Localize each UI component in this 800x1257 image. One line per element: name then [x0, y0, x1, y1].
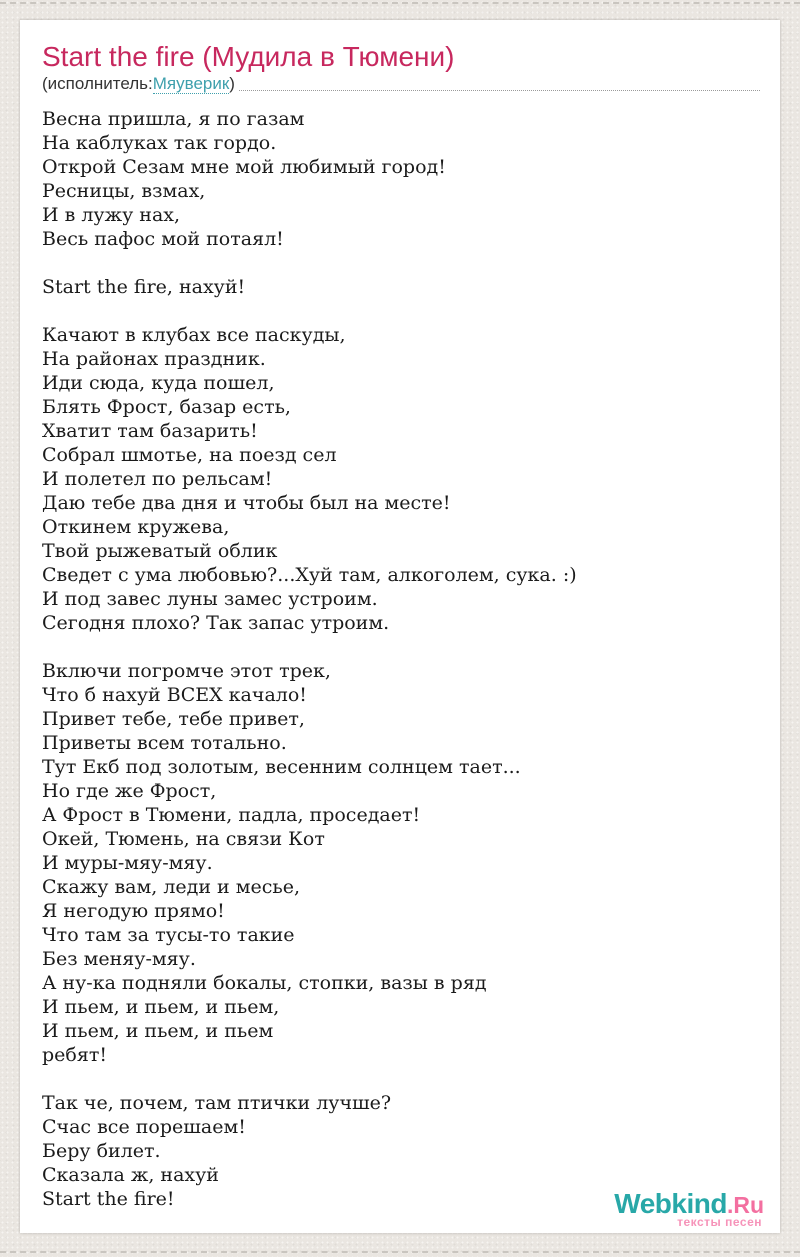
- stanza: [42, 275, 760, 299]
- stanza: [42, 107, 760, 251]
- lyrics-card: [20, 20, 780, 1233]
- lyric-line: А Фрост в Тюмени, падла, проседает!: [42, 804, 421, 826]
- artist-link[interactable]: Мяуверик: [152, 74, 230, 93]
- lyric-line: Но где же Фрост,: [42, 780, 217, 802]
- logo-suffix-text: .Ru: [726, 1192, 764, 1218]
- lyric-line: Я негодую прямо!: [42, 900, 225, 922]
- lyric-line: Привет тебе, тебе привет,: [42, 708, 305, 730]
- lyric-line: Откинем кружева,: [42, 516, 230, 538]
- lyric-line: Даю тебе два дня и чтобы был на месте!: [42, 492, 451, 514]
- lyric-line: Скажу вам, леди и месье,: [42, 876, 301, 898]
- lyric-line: И муры-мяу-мяу.: [42, 852, 213, 874]
- lyric-line: Что б нахуй ВСЕХ качало!: [42, 684, 307, 706]
- lyric-line: Сегодня плохо? Так запас утроим.: [42, 612, 390, 634]
- lyric-line: Start the fire, нахуй!: [42, 276, 246, 298]
- webkind-logo[interactable]: [614, 1190, 764, 1228]
- lyric-line: Весна пришла, я по газам: [42, 108, 305, 130]
- lyric-line: Тут Екб под золотым, весенним солнцем тает...: [42, 756, 521, 778]
- lyric-line: Окей, Тюмень, на связи Кот: [42, 828, 325, 850]
- page-bottom-dashed-border: [0, 1251, 800, 1253]
- lyric-line: ребят!: [42, 1044, 107, 1066]
- page-top-dashed-border: [0, 2, 800, 4]
- lyric-line: Беру билет.: [42, 1140, 161, 1162]
- stanza: [42, 659, 760, 1067]
- lyric-line: Качают в клубах все паскуды,: [42, 324, 346, 346]
- lyric-line: И в лужу нах,: [42, 204, 181, 226]
- lyric-line: Ресницы, взмах,: [42, 180, 206, 202]
- lyric-line: На районах праздник.: [42, 348, 266, 370]
- lyric-line: Открой Сезам мне мой любимый город!: [42, 156, 446, 178]
- lyric-line: А ну-ка подняли бокалы, стопки, вазы в ряд: [42, 972, 487, 994]
- lyric-line: И под завес луны замес устроим.: [42, 588, 378, 610]
- lyrics: [42, 107, 760, 1211]
- dotted-separator: [239, 90, 760, 91]
- lyric-line: Приветы всем тотально.: [42, 732, 287, 754]
- lyric-line: И пьем, и пьем, и пьем,: [42, 996, 280, 1018]
- artist-label-prefix: (исполнитель:: [42, 74, 153, 93]
- lyric-line: Start the fire!: [42, 1188, 175, 1210]
- artist-line: [42, 74, 760, 94]
- logo-tagline: тексты песен: [677, 1215, 762, 1229]
- lyric-line: Хватит там базарить!: [42, 420, 258, 442]
- lyric-line: Без меняу-мяу.: [42, 948, 196, 970]
- lyric-line: Сказала ж, нахуй: [42, 1164, 219, 1186]
- lyric-line: И пьем, и пьем, и пьем: [42, 1020, 274, 1042]
- lyric-line: Весь пафос мой потаял!: [42, 228, 284, 250]
- lyric-line: Собрал шмотье, на поезд сел: [42, 444, 337, 466]
- lyric-line: Твой рыжеватый облик: [42, 540, 278, 562]
- page-title: Start the fire (Мудила в Тюмени): [42, 41, 455, 72]
- webkind-logo-text: [614, 1190, 764, 1218]
- lyric-line: Блять Фрост, базар есть,: [42, 396, 291, 418]
- artist-label-suffix: ): [229, 74, 235, 93]
- lyric-line: Иди сюда, куда пошел,: [42, 372, 275, 394]
- lyric-line: На каблуках так гордо.: [42, 132, 277, 154]
- lyric-line: Включи погромче этот трек,: [42, 660, 331, 682]
- stanza: [42, 323, 760, 635]
- lyric-line: Так че, почем, там птички лучше?: [42, 1092, 392, 1114]
- lyric-line: Сведет с ума любовью?...Хуй там, алкоголем, сука. :): [42, 564, 577, 586]
- lyric-line: И полетел по рельсам!: [42, 468, 273, 490]
- logo-main-text: Webkind: [614, 1188, 727, 1219]
- lyric-line: Что там за тусы-то такие: [42, 924, 295, 946]
- lyric-line: Счас все порешаем!: [42, 1116, 246, 1138]
